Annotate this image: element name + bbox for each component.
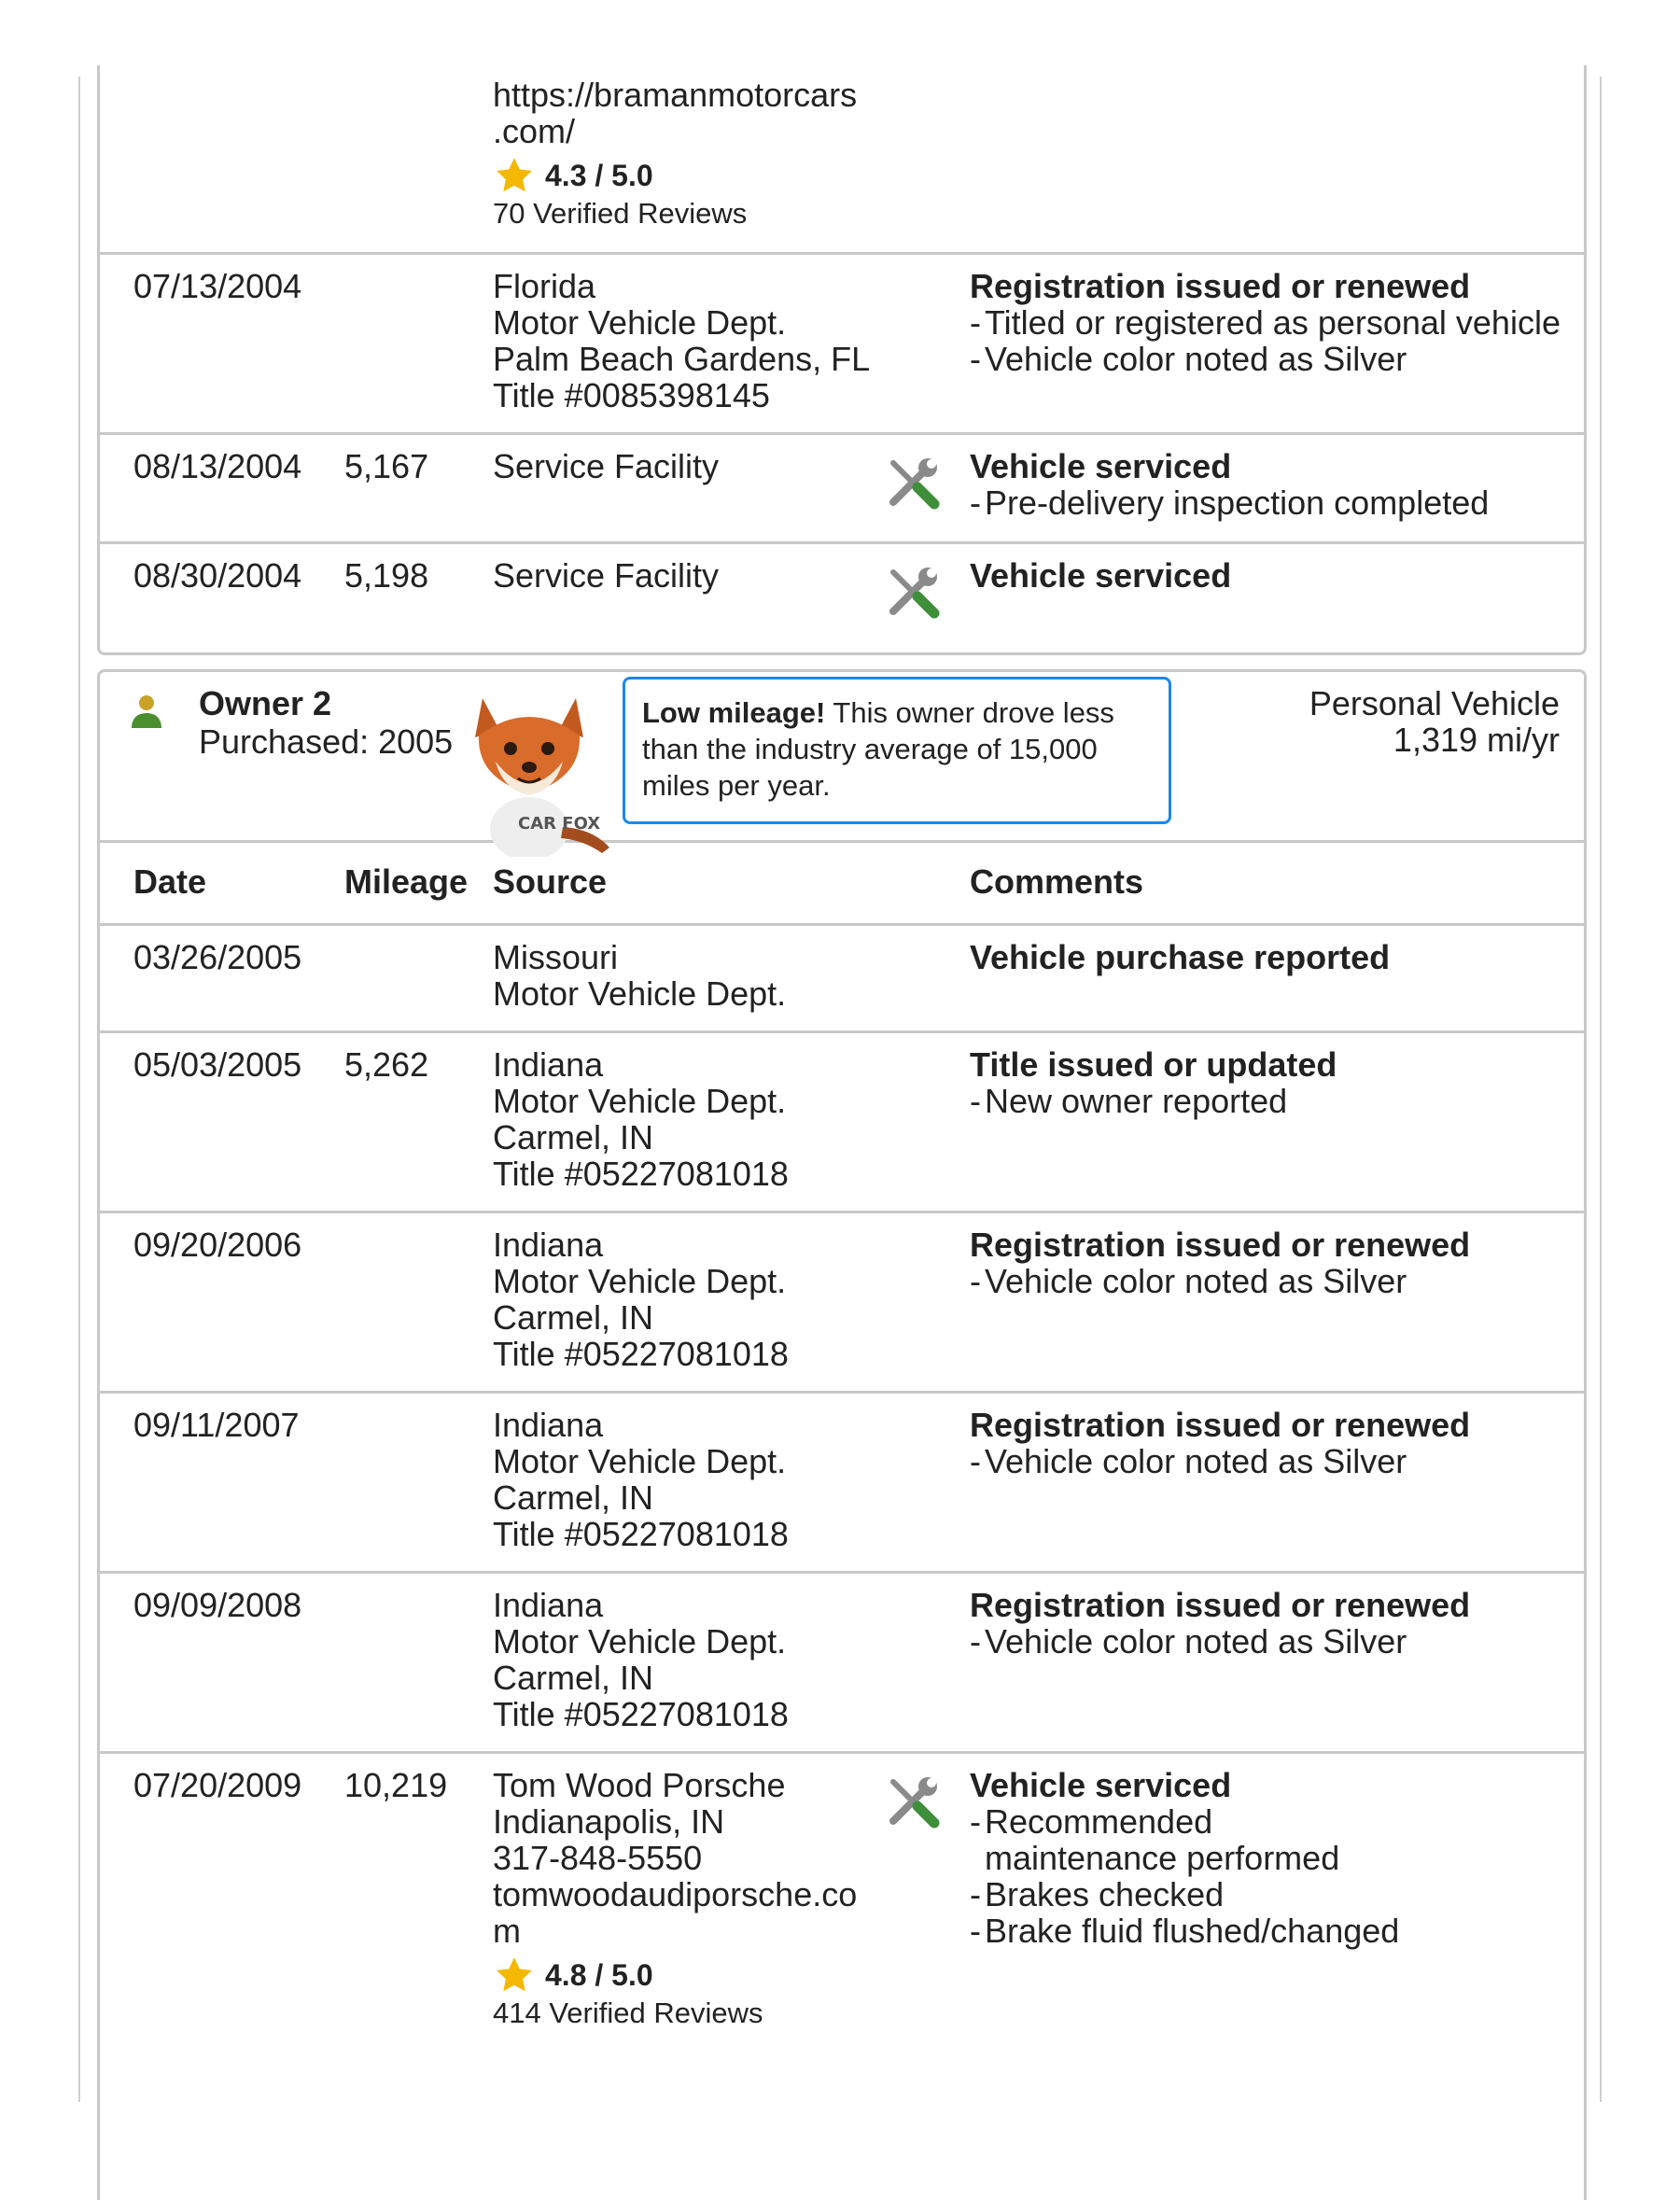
comment-title: Registration issued or renewed — [970, 1226, 1471, 1264]
source-cell — [493, 1226, 789, 1372]
comment-title: Vehicle serviced — [970, 1766, 1232, 1804]
service-icon-cell — [884, 454, 944, 513]
rating — [493, 155, 857, 196]
comment-item: - Titled or registered as personal vehicle — [970, 303, 1561, 342]
callout-title: Low mileage! — [642, 696, 826, 729]
source-line: Indiana — [493, 1406, 604, 1444]
source-cell — [493, 77, 857, 231]
date-cell: 08/13/2004 — [133, 447, 302, 485]
date-cell: 05/03/2005 — [133, 1045, 302, 1084]
verified-reviews-link[interactable]: 70 Verified Reviews — [493, 197, 748, 230]
comment-title: Registration issued or renewed — [970, 1406, 1471, 1444]
owner-purchased: Purchased: 2005 — [199, 722, 454, 761]
person-icon — [128, 693, 165, 730]
usage-type: Personal Vehicle — [1309, 684, 1560, 722]
verified-reviews-link[interactable]: 414 Verified Reviews — [493, 1997, 763, 2029]
source-line: Title #05227081018 — [493, 1155, 789, 1193]
source-line: Carmel, IN — [493, 1659, 654, 1697]
source-phone[interactable]: 317-848-5550 — [493, 1839, 703, 1877]
source-website-link[interactable]: m — [493, 1912, 521, 1950]
source-line: Title #05227081018 — [493, 1515, 789, 1553]
source-website-link[interactable]: tomwoodaudiporsche.co — [493, 1875, 858, 1913]
star-icon — [493, 155, 536, 196]
source-line: Service Facility — [493, 447, 720, 485]
wrench-screwdriver-icon — [884, 1773, 944, 1832]
date-cell: 07/20/2009 — [133, 1766, 302, 1804]
source-line: Missouri — [493, 938, 619, 976]
comment-title: Vehicle purchase reported — [970, 938, 1391, 976]
source-cell — [493, 1587, 789, 1732]
rating — [493, 1955, 857, 1996]
wrench-screwdriver-icon — [884, 563, 944, 623]
comment-title: Vehicle serviced — [970, 447, 1232, 485]
comment-item: - Vehicle color noted as Silver — [970, 1442, 1407, 1480]
comments-cell — [970, 1587, 1567, 1660]
source-line: Motor Vehicle Dept. — [493, 974, 787, 1013]
history-section-owner-1 — [97, 65, 1587, 655]
comment-item: - Vehicle color noted as Silver — [970, 1262, 1407, 1300]
date-cell: 09/20/2006 — [133, 1226, 302, 1264]
low-mileage-callout — [623, 677, 1171, 824]
date-cell: 09/09/2008 — [133, 1586, 302, 1624]
comment-item: - Recommended maintenance performed — [970, 1802, 1340, 1877]
source-line: Indiana — [493, 1045, 604, 1084]
owner-header — [100, 672, 1584, 843]
mileage-cell: 5,198 — [344, 556, 429, 595]
date-cell: 09/11/2007 — [133, 1406, 300, 1444]
date-cell: 08/30/2004 — [133, 556, 302, 595]
rating-score: 4.8 / 5.0 — [545, 1957, 653, 1992]
comment-item: - Vehicle color noted as Silver — [970, 1622, 1407, 1661]
owner-name: Owner 2 — [199, 684, 332, 722]
vehicle-usage — [1309, 685, 1560, 758]
mascot-shirt-text: CAR FOX — [518, 814, 601, 834]
comments-cell — [970, 557, 1567, 594]
source-line: Motor Vehicle Dept. — [493, 1622, 787, 1661]
source-cell — [493, 1046, 789, 1192]
source-cell — [493, 939, 786, 1012]
usage-rate: 1,319 mi/yr — [1393, 721, 1560, 759]
comment-title: Registration issued or renewed — [970, 1586, 1471, 1624]
comment-item: - Brakes checked — [970, 1875, 1225, 1913]
column-header-date: Date — [133, 862, 207, 901]
table-row — [100, 1574, 1584, 1754]
source-line: Indianapolis, IN — [493, 1802, 725, 1841]
callout-text: This owner drove less than the industry average of 15,000 miles per year. — [642, 696, 1114, 802]
comments-cell — [970, 448, 1567, 521]
carfox-mascot — [462, 689, 621, 857]
comment-title: Registration issued or renewed — [970, 267, 1471, 305]
comment-item: - Pre-delivery inspection completed — [970, 483, 1490, 522]
source-line: Carmel, IN — [493, 1478, 654, 1517]
star-icon — [493, 1955, 536, 1996]
source-line: Service Facility — [493, 556, 720, 595]
service-icon-cell — [884, 1773, 944, 1832]
column-header-comments: Comments — [970, 862, 1144, 901]
table-row — [100, 1213, 1584, 1394]
comment-title: Vehicle serviced — [970, 556, 1232, 595]
comments-cell — [970, 939, 1567, 975]
rating-score: 4.3 / 5.0 — [545, 158, 653, 192]
source-line: Florida — [493, 267, 596, 305]
mileage-cell: 5,167 — [344, 447, 429, 485]
table-row — [100, 926, 1584, 1033]
source-cell — [493, 448, 719, 484]
source-line: Title #05227081018 — [493, 1335, 789, 1373]
table-row — [100, 255, 1584, 435]
wrench-screwdriver-icon — [884, 454, 944, 513]
column-header-source: Source — [493, 862, 608, 901]
source-cell — [493, 1407, 789, 1552]
mileage-cell: 10,219 — [344, 1766, 448, 1804]
table-row — [100, 1754, 1584, 2146]
source-cell — [493, 1767, 857, 2031]
comment-item: - Brake fluid flushed/changed — [970, 1912, 1400, 1950]
source-line: Title #0085398145 — [493, 376, 770, 414]
comments-cell — [970, 1407, 1567, 1479]
table-row — [100, 65, 1584, 255]
source-line[interactable]: https://bramanmotorcars — [493, 76, 858, 114]
date-cell: 07/13/2004 — [133, 267, 302, 305]
table-row — [100, 435, 1584, 544]
source-line: Motor Vehicle Dept. — [493, 303, 787, 342]
source-line: Indiana — [493, 1226, 604, 1264]
source-line: Motor Vehicle Dept. — [493, 1262, 787, 1300]
source-cell — [493, 557, 719, 594]
comment-title: Title issued or updated — [970, 1045, 1337, 1084]
source-line: Palm Beach Gardens, FL — [493, 340, 871, 378]
mileage-cell: 5,262 — [344, 1045, 429, 1084]
comments-cell — [970, 268, 1567, 377]
table-header-row — [100, 843, 1584, 926]
source-line: Carmel, IN — [493, 1118, 654, 1156]
history-section-owner-2 — [97, 669, 1587, 2200]
table-row — [100, 544, 1584, 650]
source-line: Indiana — [493, 1586, 604, 1624]
comments-cell — [970, 1767, 1567, 1949]
source-line: Tom Wood Porsche — [493, 1766, 786, 1804]
source-line: Motor Vehicle Dept. — [493, 1442, 787, 1480]
service-icon-cell — [884, 563, 944, 623]
page-left-rule — [78, 77, 80, 2102]
comments-cell — [970, 1226, 1567, 1299]
column-header-mileage: Mileage — [344, 862, 469, 901]
source-cell — [493, 268, 870, 413]
comment-item: - New owner reported — [970, 1082, 1288, 1120]
table-row — [100, 1394, 1584, 1574]
date-cell: 03/26/2005 — [133, 938, 302, 976]
table-row — [100, 1033, 1584, 1213]
source-line: Carmel, IN — [493, 1298, 654, 1337]
source-line: Title #05227081018 — [493, 1695, 789, 1733]
comments-cell — [970, 1046, 1567, 1119]
source-line[interactable]: .com/ — [493, 112, 576, 150]
page-right-rule — [1600, 77, 1602, 2102]
comment-item: - Vehicle color noted as Silver — [970, 340, 1407, 378]
source-line: Motor Vehicle Dept. — [493, 1082, 787, 1120]
